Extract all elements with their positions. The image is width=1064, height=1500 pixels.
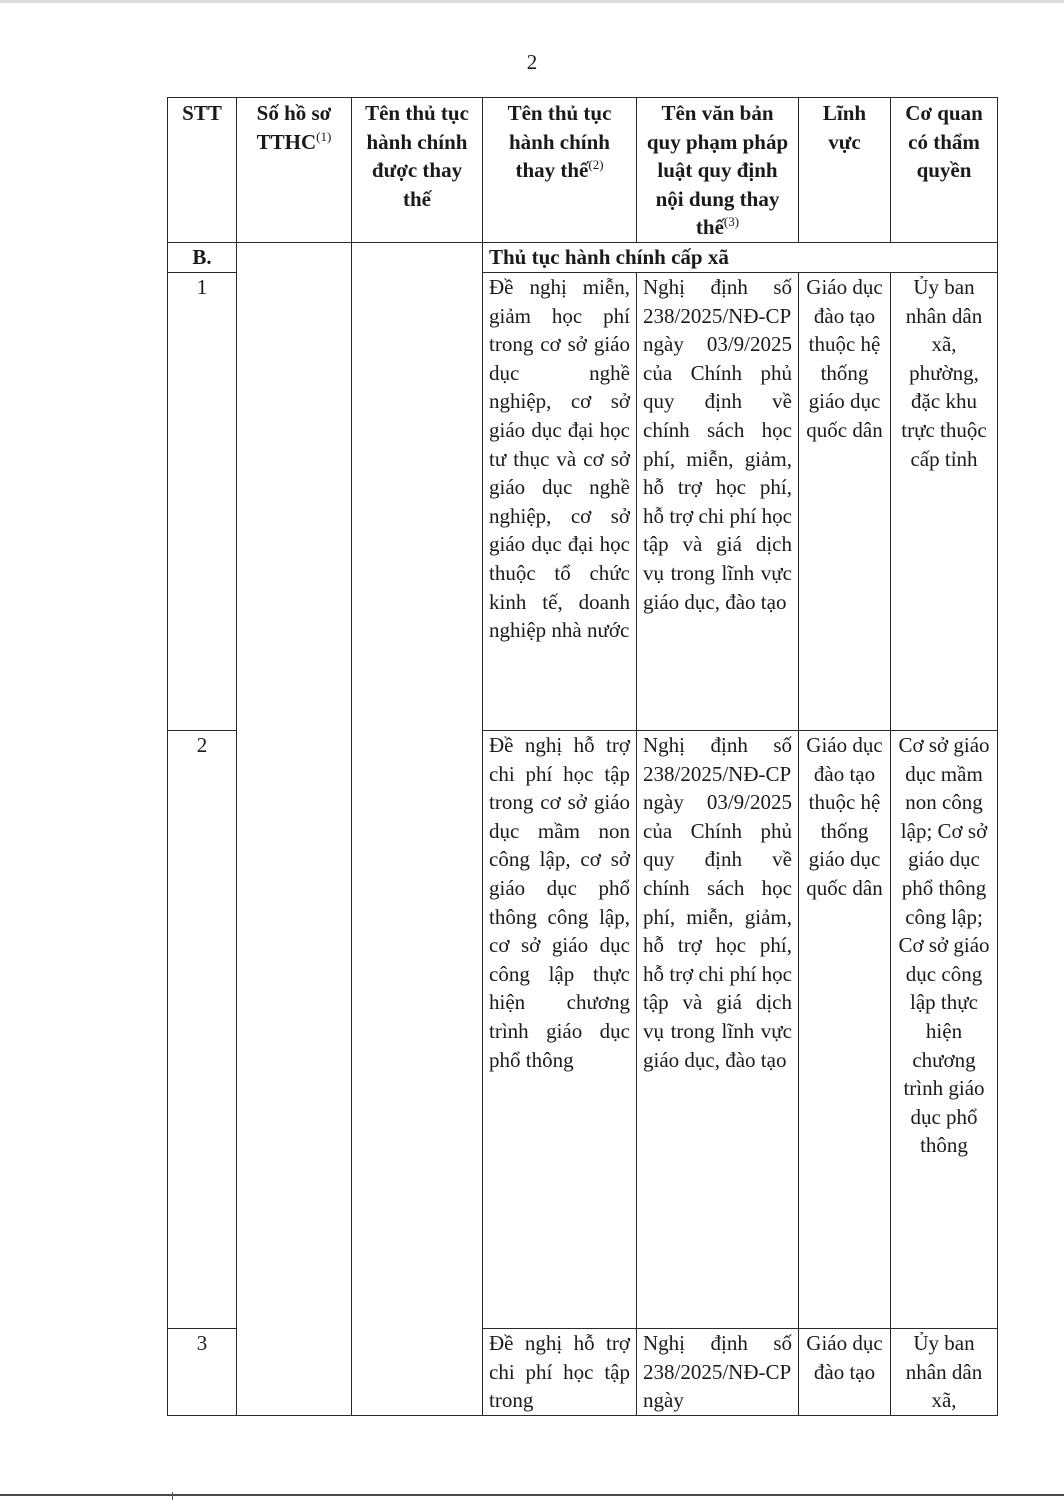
- row-linh-vuc: Giáo dục đào tạo: [799, 1328, 891, 1415]
- procedures-table: [167, 97, 998, 1416]
- merged-ten-thu-tuc: [352, 242, 483, 1415]
- row-van-ban: Nghị định số 238/2025/NĐ-CP ngày: [637, 1328, 799, 1415]
- header-ten-thu-tuc-thay-the: Tên thủ tục hành chính thay thế$^{(2)}$: [483, 98, 637, 243]
- scan-edge: [0, 0, 1064, 3]
- page-number: 2: [526, 50, 538, 74]
- header-ten-thu-tuc: Tên thủ tục hành chính được thay thế: [352, 98, 483, 243]
- merged-so-ho-so: [237, 242, 352, 1415]
- row-stt: 3: [168, 1328, 237, 1415]
- row-ten-thu-tuc-thay-the: Đề nghị hỗ trợ chi phí học tập trong: [483, 1328, 637, 1415]
- row-stt: 1: [168, 272, 237, 730]
- section-title: Thủ tục hành chính cấp xã: [483, 242, 998, 272]
- row-linh-vuc: Giáo dục đào tạo thuộc hệ thống giáo dục quốc dân: [799, 272, 891, 730]
- row-co-quan: Ủy ban nhân dân xã,: [891, 1328, 998, 1415]
- header-ten-van-ban: Tên văn bản quy phạm pháp luật quy định nội dung thay thế$^{(3)}$: [637, 98, 799, 243]
- row-co-quan: Cơ sở giáo dục mầm non công lập; Cơ sở giáo dục phổ thông công lập; Cơ sở giáo dục công lập thực hiện chương trình giáo dục phổ thông: [891, 730, 998, 1328]
- section-row: [168, 242, 998, 272]
- header-linh-vuc: Lĩnh vực: [799, 98, 891, 243]
- page-bottom-rule: [0, 1494, 1064, 1496]
- row-van-ban: Nghị định số 238/2025/NĐ-CP ngày 03/9/2025 của Chính phủ quy định về chính sách học phí, miễn, giảm, hỗ trợ học phí, hỗ trợ chi phí học tập và giá dịch vụ trong lĩnh vực giáo dục, đào tạo: [637, 272, 799, 730]
- scan-mark: [172, 1492, 173, 1500]
- row-ten-thu-tuc-thay-the: Đề nghị miễn, giảm học phí trong cơ sở giáo dục nghề nghiệp, cơ sở giáo dục đại học tư thục và cơ sở giáo dục nghề nghiệp, cơ sở giáo dục đại học thuộc tổ chức kinh tế, doanh nghiệp nhà nước: [483, 272, 637, 730]
- table-header-row: [168, 98, 998, 243]
- header-co-quan: Cơ quan có thẩm quyền: [891, 98, 998, 243]
- header-stt: STT: [168, 98, 237, 243]
- row-linh-vuc: Giáo dục đào tạo thuộc hệ thống giáo dục quốc dân: [799, 730, 891, 1328]
- row-co-quan: Ủy ban nhân dân xã, phường, đặc khu trực thuộc cấp tỉnh: [891, 272, 998, 730]
- row-van-ban: Nghị định số 238/2025/NĐ-CP ngày 03/9/2025 của Chính phủ quy định về chính sách học phí, miễn, giảm, hỗ trợ học phí, hỗ trợ chi phí học tập và giá dịch vụ trong lĩnh vực giáo dục, đào tạo: [637, 730, 799, 1328]
- header-so-ho-so: Số hồ sơ TTHC$^{(1)}$: [237, 98, 352, 243]
- section-label: B.: [168, 242, 237, 272]
- row-ten-thu-tuc-thay-the: Đề nghị hỗ trợ chi phí học tập trong cơ sở giáo dục mầm non công lập, cơ sở giáo dục phổ thông công lập, cơ sở giáo dục công lập thực hiện chương trình giáo dục phổ thông: [483, 730, 637, 1328]
- row-stt: 2: [168, 730, 237, 1328]
